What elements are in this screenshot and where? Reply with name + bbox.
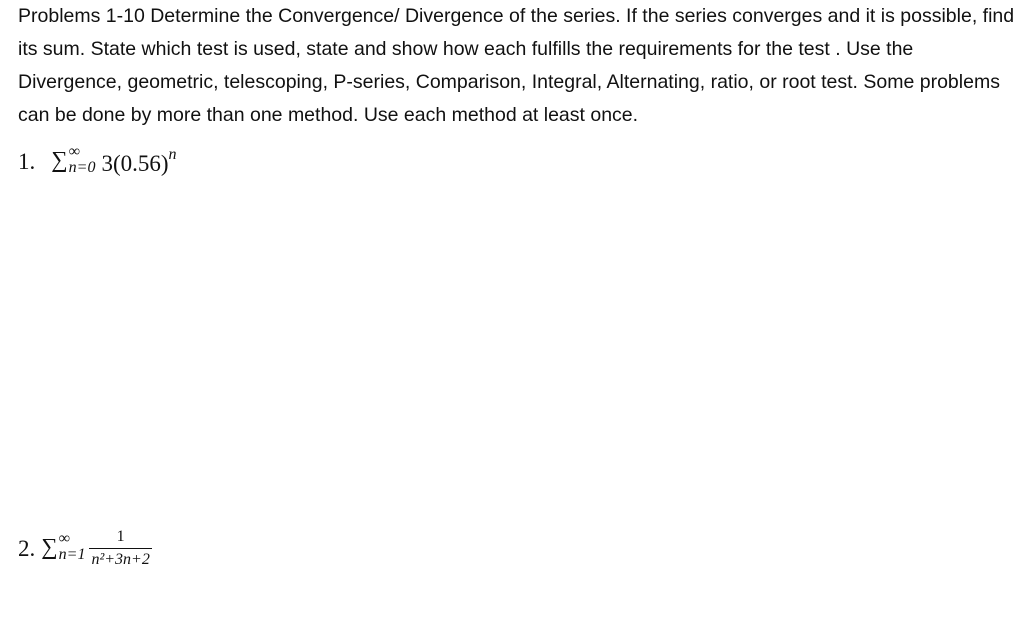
fraction-numerator: 1 <box>116 528 125 545</box>
problem-2 <box>18 528 152 569</box>
problem-1 <box>18 143 177 177</box>
term-exponent: n <box>168 146 177 163</box>
sigma-symbol: ∑ <box>51 147 68 172</box>
problem-number: 1. <box>18 148 36 174</box>
sigma-symbol: ∑ <box>41 534 58 559</box>
series-fraction <box>89 528 151 569</box>
summation <box>51 143 96 176</box>
summation-limits <box>68 143 96 176</box>
summation-limits <box>58 530 86 563</box>
instructions-text: Problems 1-10 Determine the Convergence/ Divergence of the series. If the series converges and it is possible, find its sum. State which test is used, state and show how each fulfills the requirements for the test . Use the Divergence, geometric, telescoping, P-series, Comparison, Integral, Alternating, ratio, or root test. Some problems can be done by more than one method. Use each method at least once. <box>18 5 1015 126</box>
lower-limit: n=1 <box>58 546 86 563</box>
summation <box>41 530 86 563</box>
upper-limit: ∞ <box>58 530 71 547</box>
term-base: 3(0.56) <box>101 151 169 176</box>
fraction-denominator: n²+3n+2 <box>89 548 151 569</box>
series-term <box>101 146 176 177</box>
lower-limit: n=0 <box>68 159 96 176</box>
problem-number: 2. <box>18 535 36 561</box>
upper-limit: ∞ <box>68 143 81 160</box>
